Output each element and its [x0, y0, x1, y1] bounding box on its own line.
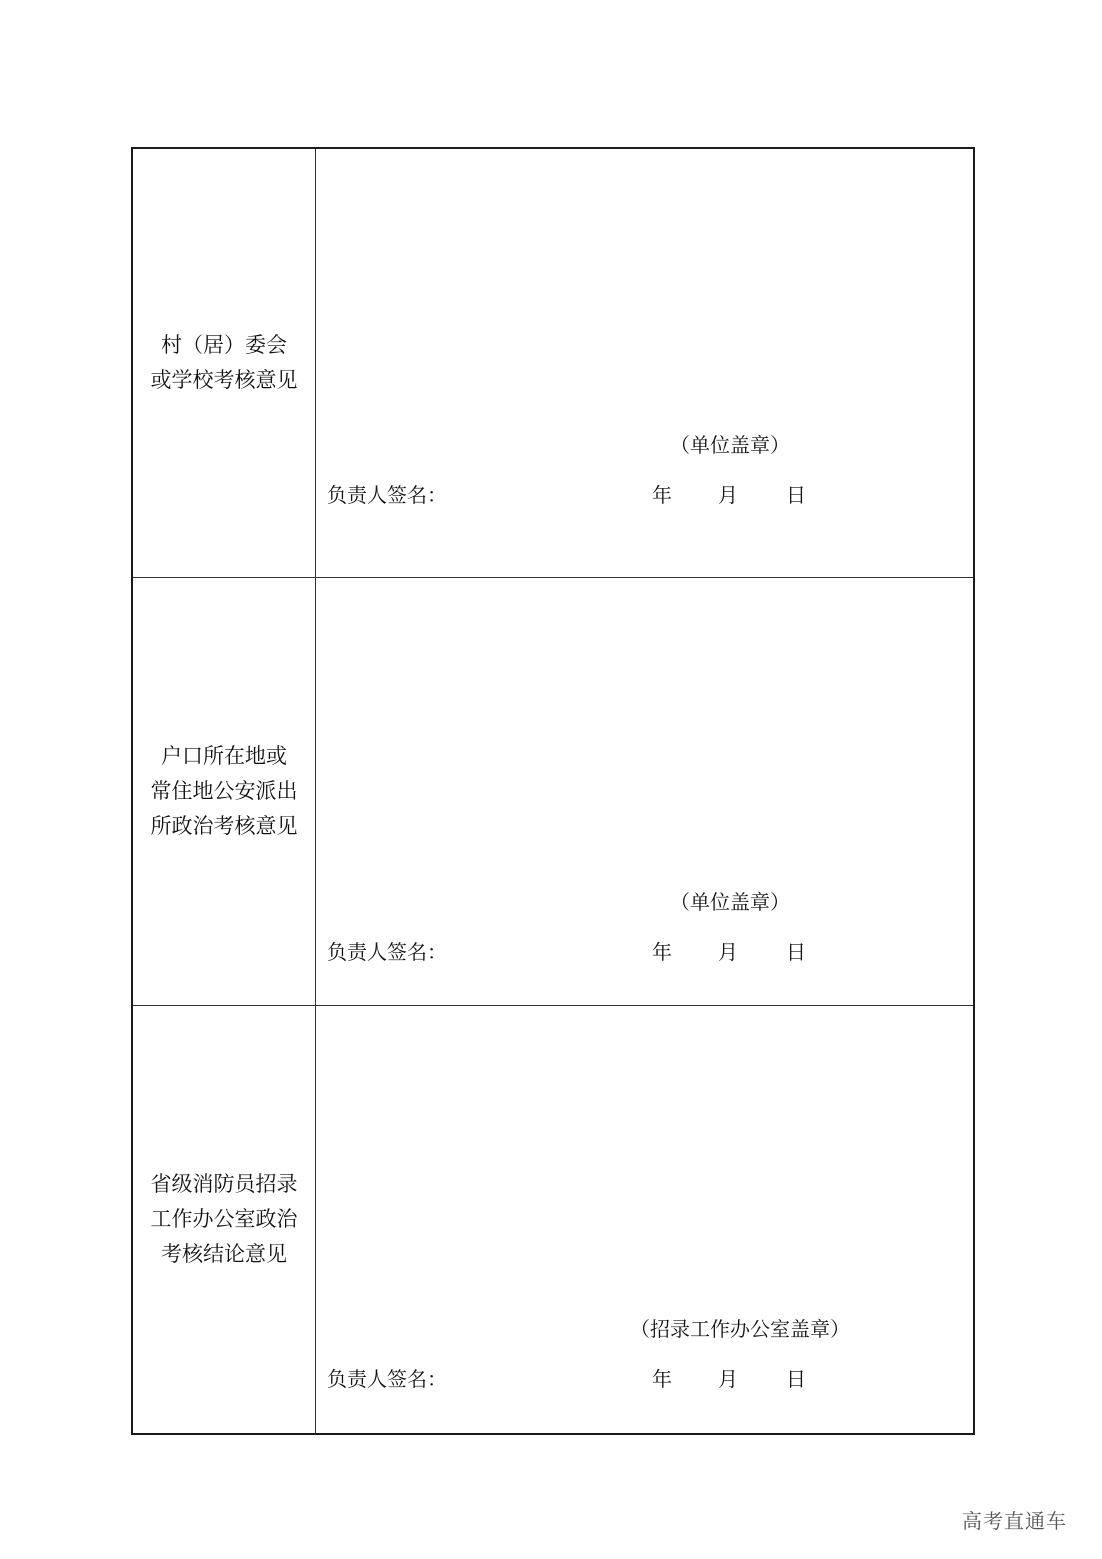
date-month-label: 月: [718, 483, 738, 507]
signer-label: 负责人签名：: [327, 940, 447, 964]
seal-placeholder: （单位盖章）: [670, 433, 790, 457]
row-label-line: 考核结论意见: [161, 1242, 287, 1266]
date-year-label: 年: [652, 940, 672, 964]
date-year-label: 年: [652, 1367, 672, 1391]
row-label-line: 省级消防员招录: [150, 1172, 298, 1196]
row-label-line: 户口所在地或: [161, 744, 287, 768]
opinion-content-cell[interactable]: [316, 578, 973, 1005]
seal-placeholder: （单位盖章）: [670, 890, 790, 914]
date-day-label: 日: [786, 940, 806, 964]
form-row-village-committee: [133, 149, 973, 578]
seal-placeholder: （招录工作办公室盖章）: [630, 1317, 850, 1341]
date-day-label: 日: [786, 1367, 806, 1391]
form-row-provincial-office: [133, 1006, 973, 1433]
political-review-form-table: [131, 147, 975, 1435]
watermark-text: 高考直通车: [962, 1509, 1067, 1533]
row-label-line: 工作办公室政治: [150, 1207, 298, 1231]
row-label-line: 村（居）委会: [161, 333, 287, 357]
form-row-police-station: [133, 578, 973, 1006]
date-day-label: 日: [786, 483, 806, 507]
row-label-cell: [133, 1006, 316, 1433]
row-label-cell: [133, 578, 316, 1005]
date-year-label: 年: [652, 483, 672, 507]
date-month-label: 月: [718, 940, 738, 964]
opinion-content-cell[interactable]: [316, 149, 973, 577]
row-label-line: 或学校考核意见: [150, 368, 298, 392]
row-label-cell: [133, 149, 316, 577]
signer-label: 负责人签名：: [327, 1367, 447, 1391]
row-label-line: 所政治考核意见: [150, 814, 298, 838]
date-month-label: 月: [718, 1367, 738, 1391]
row-label-line: 常住地公安派出: [150, 779, 298, 803]
signer-label: 负责人签名：: [327, 483, 447, 507]
opinion-content-cell[interactable]: [316, 1006, 973, 1433]
